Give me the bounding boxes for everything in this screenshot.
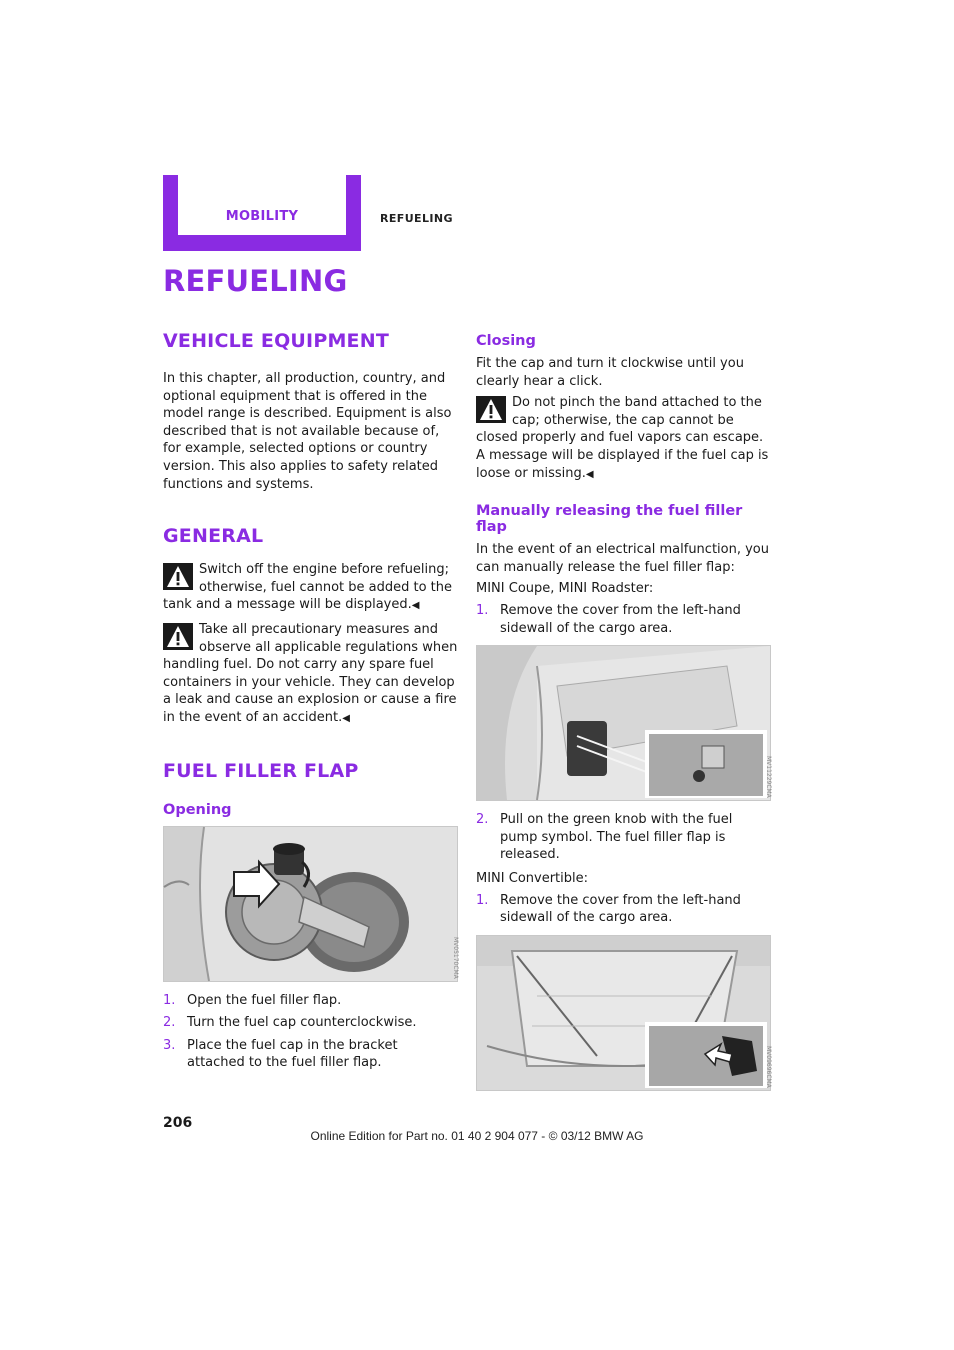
coupe-steps-list xyxy=(476,602,771,637)
manual-release-heading: Manually releasing the fuel filler flap xyxy=(476,503,743,536)
manual-release-intro: In the event of an electrical malfunction, you can manually release the fuel filler flap: xyxy=(476,542,769,575)
fuel-cap-illustration xyxy=(164,827,457,981)
vehicle-equipment-heading: VEHICLE EQUIPMENT xyxy=(163,330,390,352)
coupe-roadster-label: MINI Coupe, MINI Roadster: xyxy=(476,581,654,597)
list-item: 2. Turn the fuel cap counterclockwise. xyxy=(163,1015,417,1031)
warning-icon xyxy=(163,563,193,590)
coupe-cargo-area-figure xyxy=(476,645,771,801)
coupe-steps-list-continued xyxy=(476,811,771,864)
coupe-cargo-illustration xyxy=(477,646,770,800)
list-item: 1. Open the fuel filler flap. xyxy=(163,992,342,1008)
svg-text:MV11229CMA: MV11229CMA xyxy=(765,756,772,798)
page-title: REFUELING xyxy=(163,264,348,298)
convertible-label: MINI Convertible: xyxy=(476,870,588,886)
convertible-cargo-illustration xyxy=(477,936,770,1090)
warning-icon xyxy=(476,396,506,423)
list-item: 1. Remove the cover from the left-hand sidewall of the cargo area. xyxy=(476,602,741,636)
fuel-cap-opening-figure xyxy=(163,826,458,982)
section-tab-inner xyxy=(178,175,346,235)
fuel-filler-flap-heading: FUEL FILLER FLAP xyxy=(163,759,359,782)
list-item: 1. Remove the cover from the left-hand sidewall of the cargo area. xyxy=(476,892,741,926)
warning-cap-band-text: Do not pinch the band attached to the cap; otherwise, the cap cannot be closed properly and fuel vapors can escape. A message will be displayed if the fuel cap is loose or missing. xyxy=(476,395,769,481)
closing-heading: Closing xyxy=(476,333,536,349)
section-tab xyxy=(163,175,361,251)
end-mark-icon: ◀ xyxy=(585,468,594,480)
convertible-steps-list xyxy=(476,892,771,927)
section-tab-label: MOBILITY xyxy=(225,209,299,224)
opening-heading: Opening xyxy=(163,801,232,818)
end-mark-icon: ◀ xyxy=(411,600,420,612)
right-column xyxy=(476,333,771,1091)
warning-fuel-handling-text: Take all precautionary measures and observe all applicable regulations when handling fuel. Do not carry any spare fuel containers in your vehicle. They can develop a leak and cause an explosion or cause a fire in the event of an accident. xyxy=(163,621,458,725)
warning-refuel-engine xyxy=(163,561,458,615)
warning-cap-band xyxy=(476,394,771,483)
vehicle-equipment-text: In this chapter, all production, country, and optional equipment that is offered in the model range is described. Equipment is also described that is not available because of, for example, selected options or country version. This also applies to safety related functions and systems. xyxy=(163,371,452,492)
end-mark-icon: ◀ xyxy=(342,712,350,724)
warning-refuel-engine-text: Switch off the engine before refueling; otherwise, fuel cannot be added to the tank and a message will be displayed. xyxy=(163,562,452,613)
page-number: 206 xyxy=(163,1115,193,1131)
warning-icon xyxy=(163,623,193,650)
list-item: 3. Place the fuel cap in the bracket attached to the fuel filler flap. xyxy=(163,1037,398,1071)
convertible-cargo-area-figure xyxy=(476,935,771,1091)
svg-text:MV09696CMA: MV09696CMA xyxy=(765,1045,772,1088)
closing-text: Fit the cap and turn it clockwise until you clearly hear a click. xyxy=(476,356,744,389)
general-heading: GENERAL xyxy=(163,525,264,548)
footer-edition-note: Online Edition for Part no. 01 40 2 904 077 - © 03/12 BMW AG xyxy=(310,1129,644,1143)
running-head: REFUELING xyxy=(380,212,453,225)
list-item: 2. Pull on the green knob with the fuel pump symbol. The fuel filler flap is released. xyxy=(476,812,733,863)
svg-text:MV05170CMA: MV05170CMA xyxy=(452,936,459,979)
left-column xyxy=(163,330,458,1078)
warning-fuel-handling xyxy=(163,621,458,728)
opening-steps-list xyxy=(163,992,458,1072)
